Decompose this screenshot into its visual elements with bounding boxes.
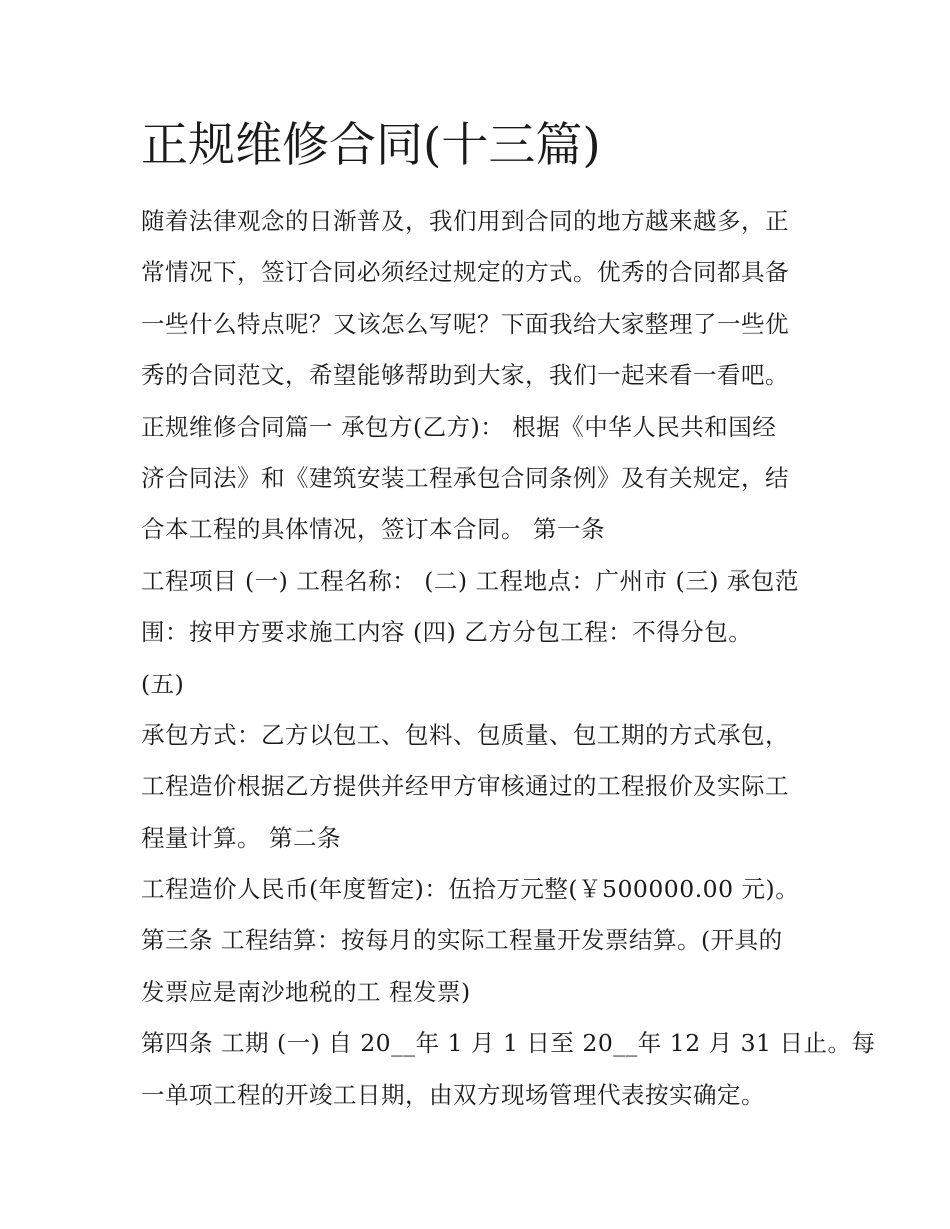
body-line: 发票应是南沙地税的工 程发票): [141, 977, 471, 1006]
body-line: 一单项工程的开竣工日期，由双方现场管理代表按实确定。: [141, 1080, 765, 1109]
document-page: [141, 112, 876, 1121]
body-line: 常情况下，签订合同必须经过规定的方式。优秀的合同都具备: [141, 258, 789, 287]
body-line: 第四条 工期 (一) 自 20__年 1 月 1 日至 20__年 12 月 31 日止。每: [141, 1029, 876, 1058]
body-line: 工程造价根据乙方提供并经甲方审核通过的工程报价及实际工: [141, 772, 789, 801]
body-line: 工程造价人民币(年度暂定)：伍拾万元整(￥500000.00 元)。: [141, 875, 800, 904]
document-title: 正规维修合同(十三篇): [141, 118, 601, 173]
body-line: 围：按甲方要求施工内容 (四) 乙方分包工程：不得分包。: [141, 618, 753, 647]
body-line: 程量计算。 第二条: [141, 823, 341, 852]
body-line: 工程项目 (一) 工程名称： (二) 工程地点：广州市 (三) 承包范: [141, 566, 799, 595]
body-line: 一些什么特点呢？又该怎么写呢？下面我给大家整理了一些优: [141, 309, 789, 338]
body-line: (五): [141, 669, 185, 698]
body-line: 随着法律观念的日渐普及，我们用到合同的地方越来越多，正: [141, 207, 789, 235]
body-line: 承包方式：乙方以包工、包料、包质量、包工期的方式承包，: [141, 720, 789, 749]
document-body: [141, 196, 876, 1121]
body-line: 第三条 工程结算：按每月的实际工程量开发票结算。(开具的: [141, 926, 783, 955]
body-line: 秀的合同范文，希望能够帮助到大家，我们一起来看一看吧。: [141, 361, 789, 390]
body-line: 合本工程的具体情况，签订本合同。 第一条: [141, 515, 605, 544]
body-line: 济合同法》和《建筑安装工程承包合同条例》及有关规定，结: [141, 463, 789, 492]
body-line: 正规维修合同篇一 承包方(乙方)： 根据《中华人民共和国经: [141, 412, 777, 441]
